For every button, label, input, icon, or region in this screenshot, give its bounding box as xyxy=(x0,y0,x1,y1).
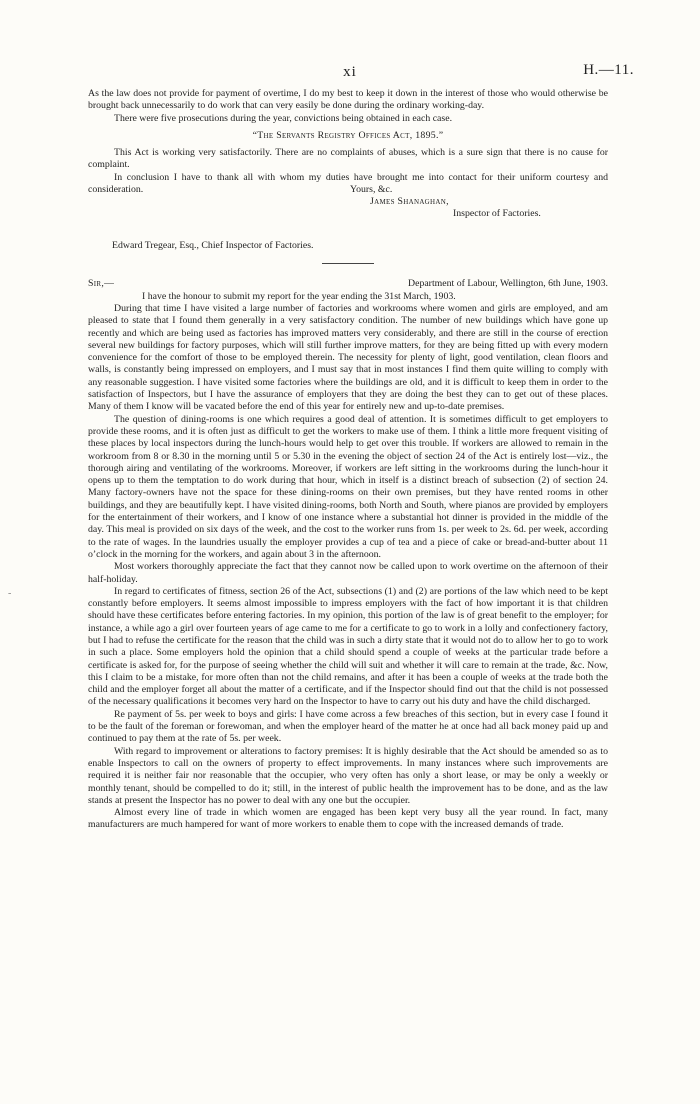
signature-block xyxy=(88,184,608,234)
letter-paragraph: Re payment of 5s. per week to boys and girls: I have come across a few breaches of this section, but in every case I found it to be the fault of the foreman or forewoman, and when the employer heard of the matter he at once had all back money paid up and continued to pay them at the rate of 5s. per week. xyxy=(88,708,608,745)
letter-dateline xyxy=(88,278,608,291)
page-number: xi xyxy=(343,64,357,80)
addressee: Edward Tregear, Esq., Chief Inspector of Factories. xyxy=(112,240,314,252)
salutation: Sir,— xyxy=(88,277,115,289)
letter-paragraph: With regard to improvement or alterations to factory premises: It is highly desirable that the Act should be amended so as to enable Inspectors to call on the owners of property to effect improvements. In many instances where such improvements are required it is neither fair nor reasonable that the occupier, who very often has only a short lease, or may be only a weekly or monthly tenant, should be compelled to do it; still, in the interest of public health the improvement has to be done, and as the law stands at present the Inspector has no power to deal with any one but the occupier. xyxy=(88,745,608,806)
letter-paragraph: During that time I have visited a large number of factories and workrooms where women and girls are employed, and am pleased to state that I found them generally in a very satisfactory condition. The number of new buildings which have gone up recently and which are being used as factories has improved matters very considerably, and there are still in the course of erection several new buildings for factory purposes, which will still further improve matters, for they are being fitted up with every modern convenience for the comfort of those to be employed therein. The necessity for plenty of light, good ventilation, clean floors and walls, is constantly being impressed on employers, and I must say that in most instances I find them quite willing to comply with any reasonable suggestion. I have visited some factories where the buildings are old, and it is difficult to keep them in order to the satisfaction of Inspectors, but I have the assurance of employers that they are doing the best they can to get out of these places. Many of them I know will be vacated before the end of this year for entirely new and up-to-date premises. xyxy=(88,302,608,413)
conclusion-paragraph: In conclusion I have to thank all with whom my duties have brought me into contact for their uniform courtesy and consideration. xyxy=(88,171,608,196)
signatory-title: Inspector of Factories. xyxy=(453,208,541,220)
prosecutions-paragraph: There were five prosecutions during the year, convictions being obtained in each case. xyxy=(114,112,453,124)
servants-act-heading: “The Servants Registry Offices Act, 1895.” xyxy=(252,129,444,141)
letter-paragraph: In regard to certificates of fitness, section 26 of the Act, subsections (1) and (2) are portions of the law which need to be kept constantly before employers. It seems almost impossible to impress employers with the fact of how important it is that children should have these certificates before entering factories. In my opinion, this portion of the law is of great benefit to the employer; for instance, a while ago a girl over fourteen years of age came to me for a certificate to go to work in a lolly and confectionery factory, but I had to refuse the certificate for the reason that the child was in such a dirty state that it would not do to allow her to go to work in such a place. Some employers hold the opinion that a child should spend a couple of weeks at the particular trade before a certificate is asked for, for the purpose of seeing whether the child will suit and whether it will care to remain at the trade, &c. Now, this I claim to be a mistake, for more often than not the child remains, and after it has been a couple of weeks at the trade both the child and the employer forget all about the matter of a certificate, and if the Inspector should find out that the child is not possessed of the necessary qualifications it becomes very hard on the Inspector to have to carry out his duty and have the child discharged. xyxy=(88,585,608,708)
letter-paragraph: Most workers thoroughly appreciate the fact that they cannot now be called upon to work overtime on the afternoon of their half-holiday. xyxy=(88,561,608,585)
closing: Yours, &c. xyxy=(350,184,393,196)
date-place: Department of Labour, Wellington, 6th June, 1903. xyxy=(408,277,608,289)
page-body xyxy=(88,88,608,832)
margin-mark: ‐ xyxy=(8,588,12,599)
servants-act-paragraph: This Act is working very satisfactorily. There are no complaints of abuses, which is a sure sign that there is no cause for complaint. xyxy=(88,147,608,171)
overtime-paragraph: As the law does not provide for payment of overtime, I do my best to keep it down in the interest of those who would otherwise be brought back unnecessarily to do work that can very easily be done during the ordinary working-day. xyxy=(88,88,608,112)
section-divider xyxy=(322,263,374,264)
letter-paragraph: The question of dining-rooms is one which requires a good deal of attention. It is sometimes difficult to get employers to provide these rooms, and it is often just as difficult to get the workers to make use of them. I think a little more frequent visiting of these places by local inspectors during the lunch-hours would help to get over this trouble. If workers are allowed to remain in the workroom from 8 or 8.30 in the morning until 5 or 5.30 in the evening the object of section 24 of the Act is entirely lost—viz., the thorough airing and ventilating of the workrooms. Moreover, if workers are left sitting in the workrooms during the lunch-hour it opens up to them the temptation to do work during that hour, which in itself is a distinct breach of subsection (2) of section 24. Many factory-owners have not the space for these dining-rooms on their own premises, but they have rented rooms in other buildings, and they are beautifully kept. I have visited dining-rooms, both North and South, where pianos are provided by employers for the entertainment of their workers, and I know of one instance where a substantial hot dinner is provided in the middle of the day. This meal is provided on six days of the week, and the cost to the worker runs from 1s. per week to 2s. 6d. per week, according to the rate of wages. In the laundries usually the employer provides a cup of tea and a piece of cake or bread-and-butter about 11 o’clock in the morning for the workers, and again about 3 in the afternoon. xyxy=(88,413,608,560)
page-code: H.—11. xyxy=(583,62,634,78)
letter-paragraph: Almost every line of trade in which women are engaged has been kept very busy all the year round. In fact, many manufacturers are much hampered for want of more workers to enable them to cope with the increased demands of trade. xyxy=(88,807,608,831)
signatory-name: James Shanaghan, xyxy=(370,196,449,208)
letter-paragraph: I have the honour to submit my report for the year ending the 31st March, 1903. xyxy=(142,290,456,302)
